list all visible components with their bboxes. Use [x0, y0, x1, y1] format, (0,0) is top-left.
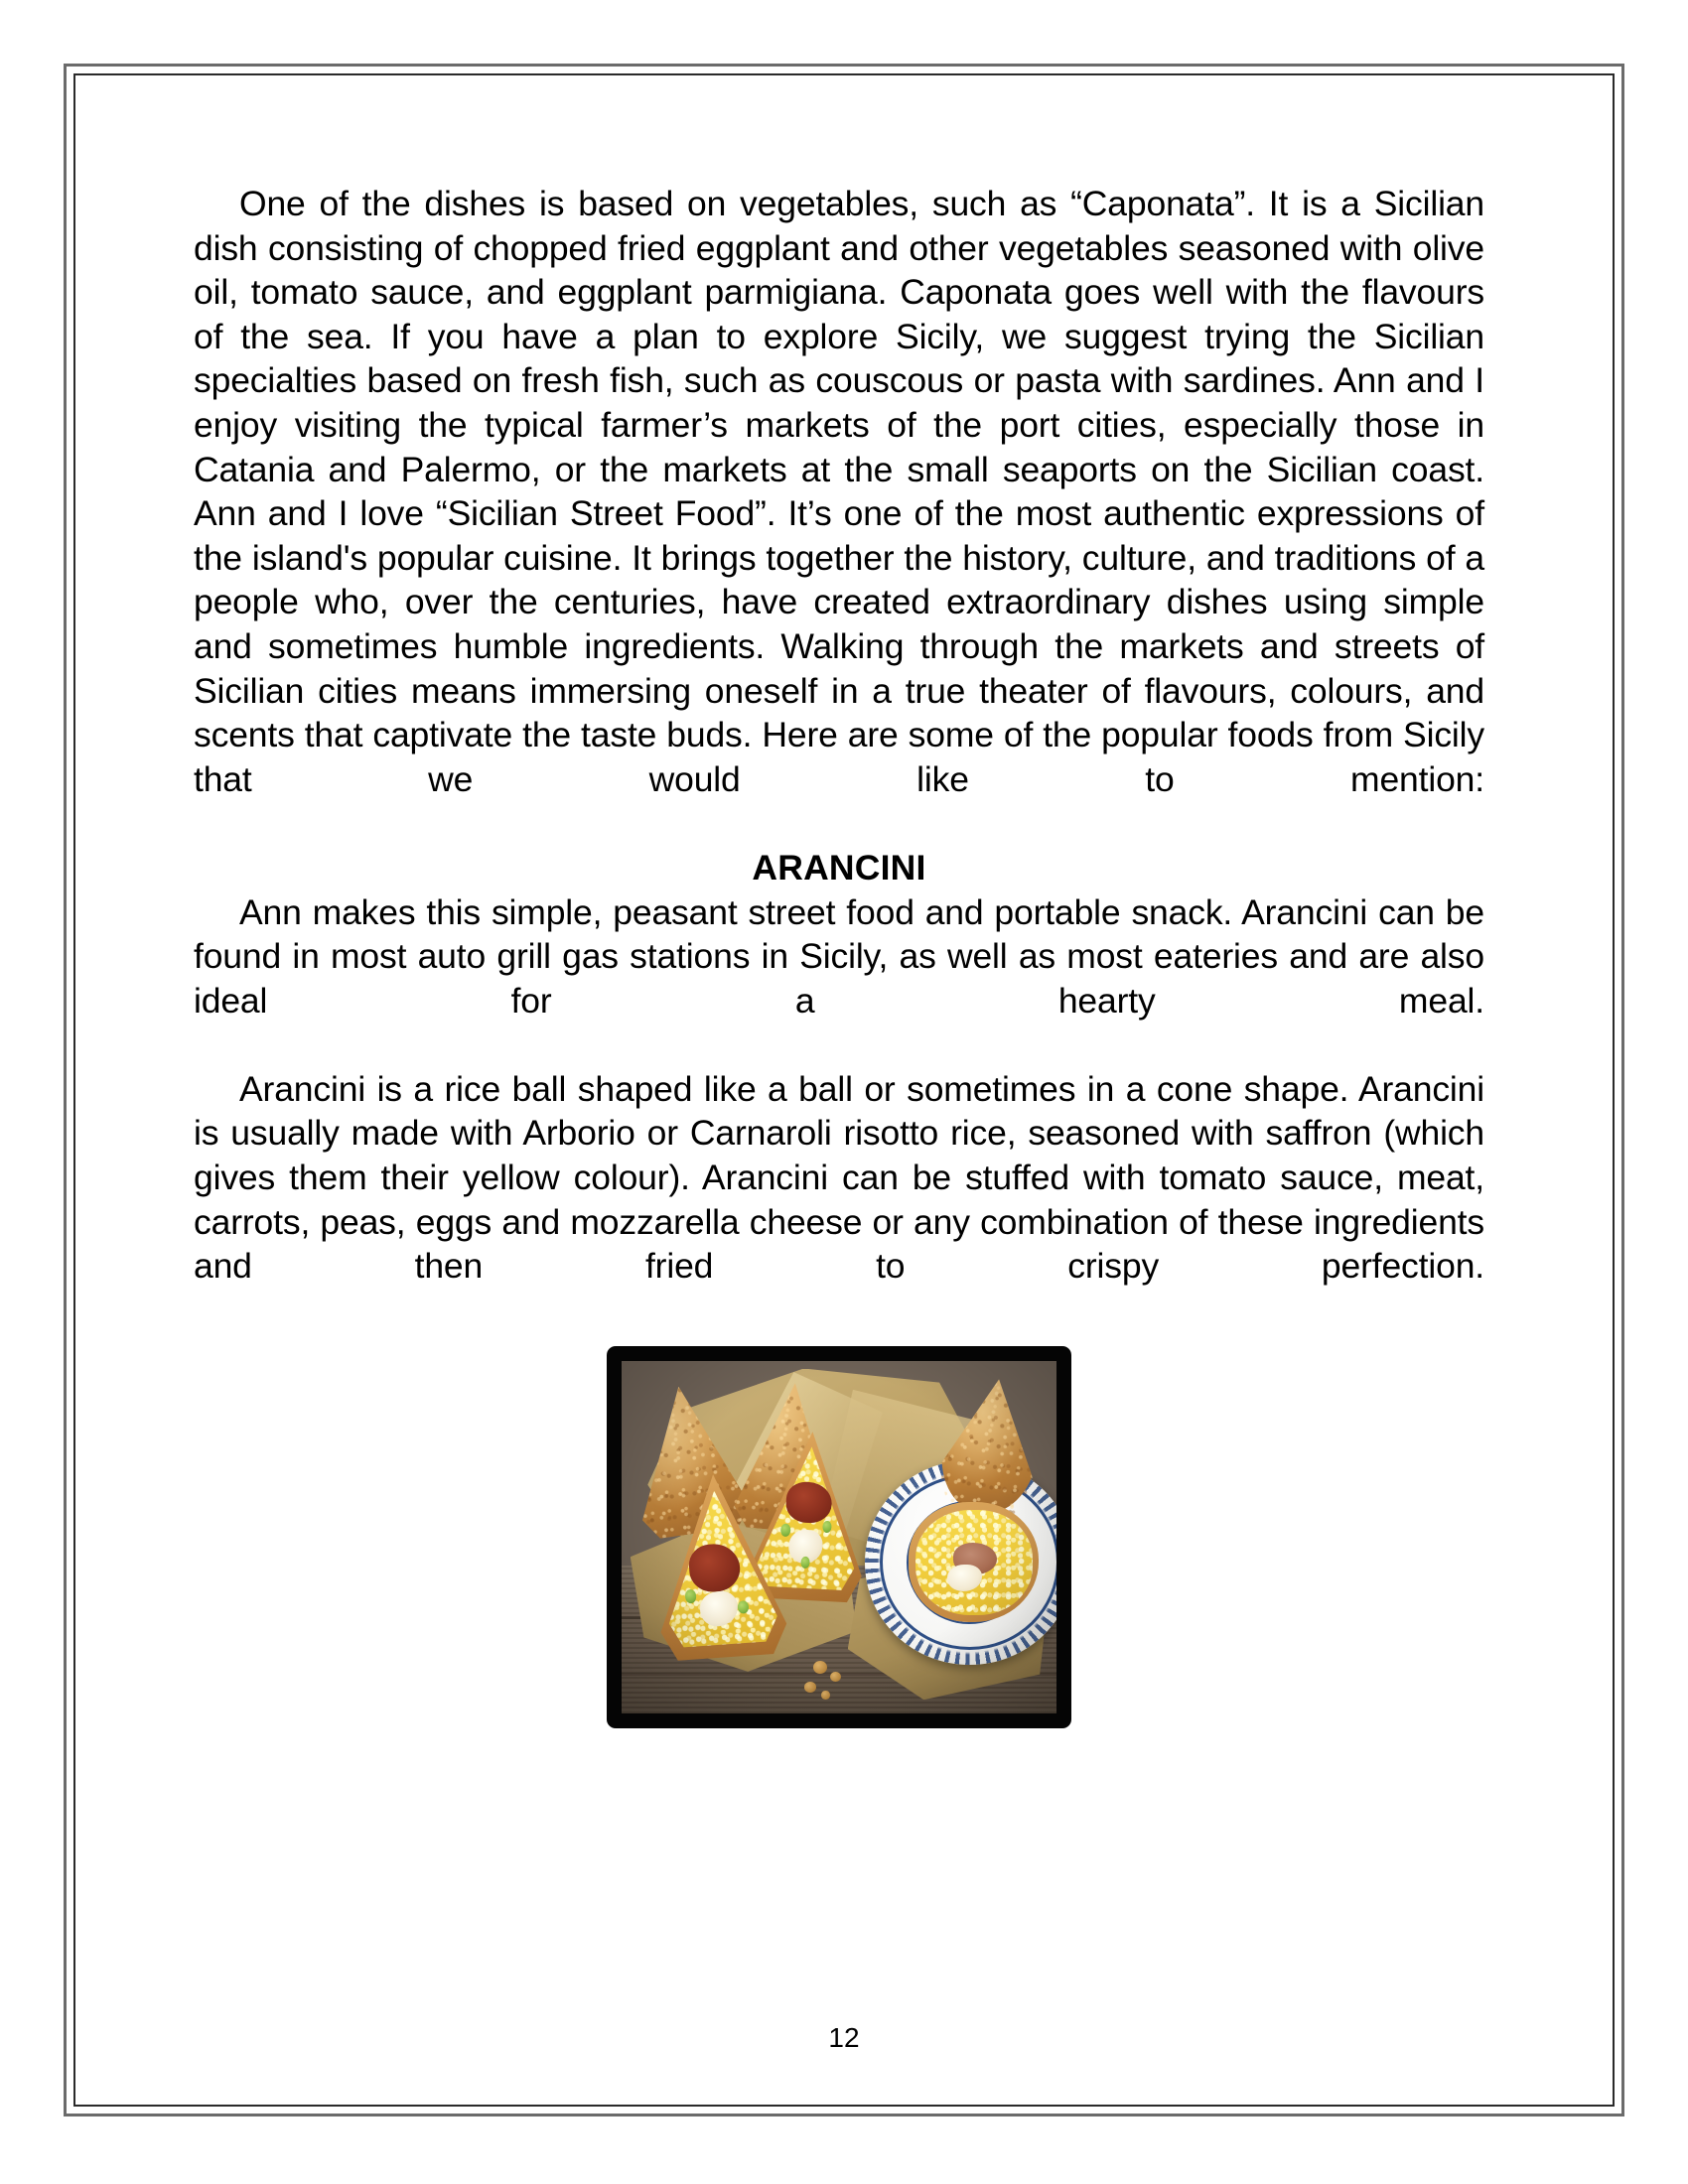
arancini-photograph-frame	[607, 1346, 1071, 1728]
page-number: 12	[828, 2022, 860, 2053]
paragraph-caponata: One of the dishes is based on vegetables, such as “Caponata”. It is a Sicilian dish consisting of chopped fried eggplant and other vegetables seasoned with olive oil, tomato sauce, and eggplant parmigiana. Caponata goes well with the flavours of the sea. If you have a plan to explore Sicily, we suggest trying the Sicilian specialties based on fresh fish, such as couscous or pasta with sardines. Ann and I enjoy visiting the typical farmer’s markets of the port cities, especially those in Catania and Palermo, or the markets at the small seaports on the Sicilian coast. Ann and I love “Sicilian Street Food”. It’s one of the most authentic expressions of the island's popular cuisine. It brings together the history, culture, and traditions of a people who, over the centuries, have created extraordinary dishes using simple and sometimes humble ingredients. Walking through the markets and streets of Sicilian cities means immersing oneself in a true theater of flavours, colours, and scents that captivate the taste buds. Here are some of the popular foods from Sicily that we would like to mention:	[194, 184, 1484, 799]
paragraph-arancini-intro: Ann makes this simple, peasant street food and portable snack. Arancini can be found in most auto grill gas stations in Sicily, as well as most eateries and are also ideal for a hearty meal.	[194, 891, 1484, 1021]
document-content	[194, 182, 1484, 1728]
figure-block	[194, 1346, 1484, 1728]
section-heading-arancini: ARANCINI	[752, 847, 926, 887]
paragraph-arancini-description: Arancini is a rice ball shaped like a ball or sometimes in a cone shape. Arancini is usually made with Arborio or Carnaroli risotto rice, seasoned with saffron (which gives them their yellow colour). Arancini can be stuffed with tomato sauce, meat, carrots, peas, eggs and mozzarella cheese or any combination of these ingredients and then fried to crispy perfection.	[194, 1068, 1484, 1287]
photo-vignette	[622, 1361, 1056, 1713]
arancini-photograph	[622, 1361, 1056, 1713]
